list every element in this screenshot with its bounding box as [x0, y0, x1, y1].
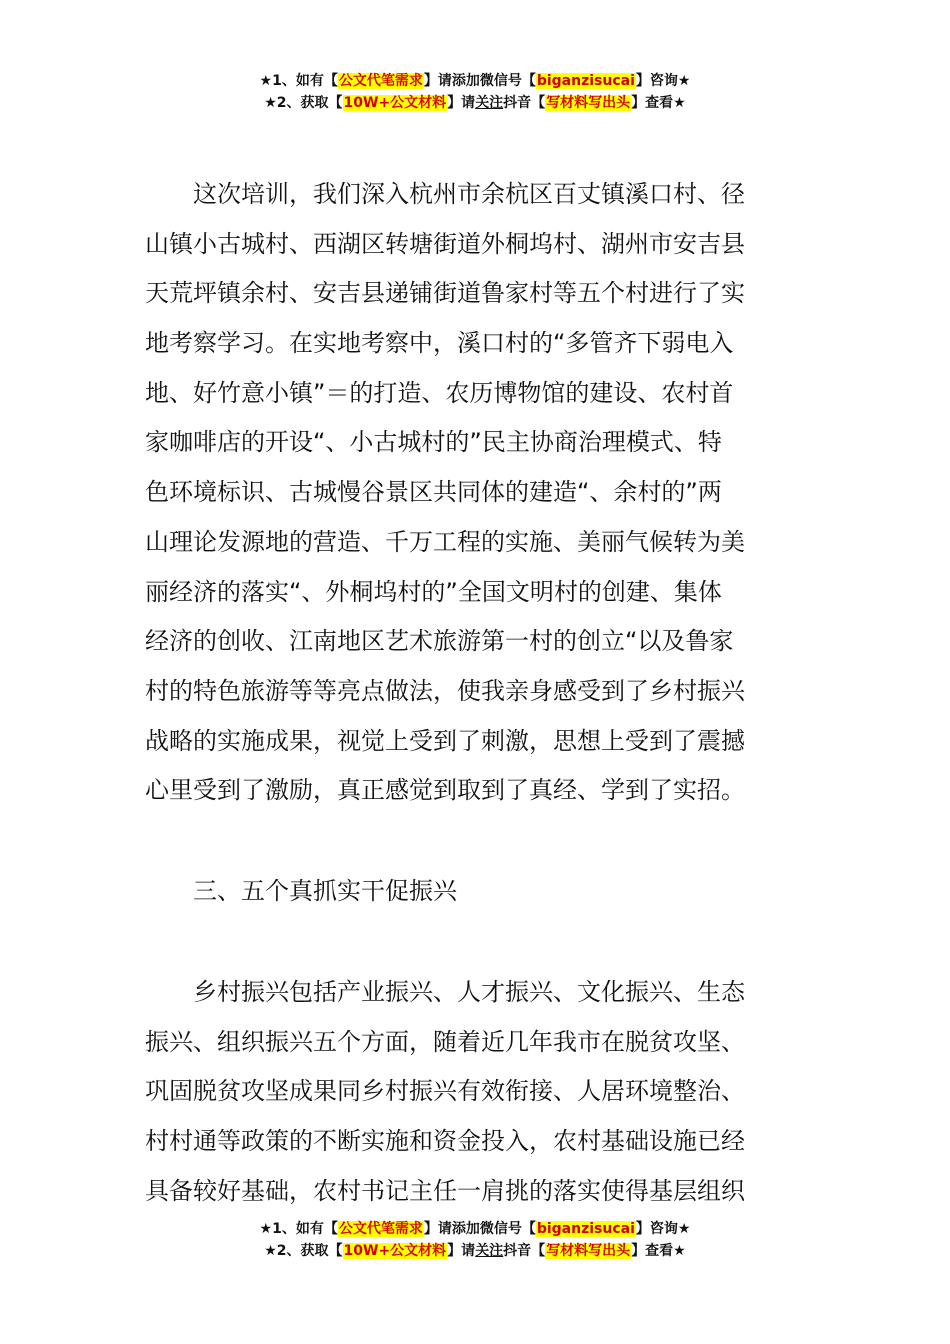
section-heading — [145, 867, 807, 917]
promo-text: 】查看★ — [631, 95, 686, 111]
promo-line-2 — [0, 92, 950, 114]
text-line: 地考察学习。在实地考察中，溪口村的“多管齐下弱电入 — [145, 329, 734, 358]
text-line: 乡村振兴包括产业振兴、人才振兴、文化振兴、生态 — [145, 978, 745, 1006]
promo-wechat-id: biganzisucai — [536, 1221, 635, 1237]
text-line: 这次培训，我们深入杭州市余杭区百丈镇溪口村、径 — [145, 180, 745, 208]
text-line: 村的特色旅游等等亮点做法，使我亲身感受到了乡村振兴 — [145, 676, 745, 705]
promo-douyin-id: 写材料写出头 — [546, 95, 631, 111]
text-line: 色环境标识、古城慢谷景区共同体的建造“、余村的”两 — [145, 478, 722, 507]
promo-text: ★1、如有【 — [259, 1221, 338, 1237]
promo-line-1 — [0, 70, 950, 92]
promo-highlight: 公文代笔需求 — [338, 1221, 423, 1237]
promo-emphasis: 添加 — [451, 73, 480, 89]
promo-emphasis: 关注 — [475, 95, 504, 111]
promo-text: 】请 — [423, 1221, 452, 1237]
text-line: 战略的实施成果，视觉上受到了刺激，思想上受到了震撼 — [145, 726, 745, 755]
promo-text: 】请 — [447, 1243, 476, 1259]
header-promo-banner — [0, 70, 950, 114]
promo-highlight: 10W+公文材料 — [343, 95, 447, 111]
text-line: 丽经济的落实“、外桐坞村的”全国文明村的创建、集体 — [145, 577, 722, 606]
footer-promo-banner — [0, 1218, 950, 1262]
promo-text: 】查看★ — [631, 1243, 686, 1259]
promo-text: ★2、获取【 — [264, 95, 343, 111]
promo-line-1 — [0, 1218, 950, 1240]
promo-text: 】请 — [447, 95, 476, 111]
promo-text: 】请 — [423, 73, 452, 89]
text-line: 经济的创收、江南地区艺术旅游第一村的创立“以及鲁家 — [145, 627, 734, 656]
promo-highlight: 10W+公文材料 — [343, 1243, 447, 1259]
promo-text: ★1、如有【 — [259, 73, 338, 89]
text-line: 家咖啡店的开设“、小古城村的”民主协商治理模式、特 — [145, 428, 722, 457]
text-line: 具备较好基础，农村书记主任一肩挑的落实使得基层组织 — [145, 1176, 745, 1205]
promo-text: 】咨询★ — [635, 73, 691, 89]
promo-text: 微信号【 — [479, 1221, 536, 1237]
promo-douyin-id: 写材料写出头 — [546, 1243, 631, 1259]
text-line: 巩固脱贫攻坚成果同乡村振兴有效衔接、人居环境整治、 — [145, 1077, 745, 1106]
text-line: 振兴、组织振兴五个方面，随着近几年我市在脱贫攻坚、 — [145, 1027, 745, 1056]
heading-text: 三、五个真抓实干促振兴 — [145, 877, 457, 905]
text-line: 天荒坪镇余村、安吉县递铺街道鲁家村等五个村进行了实 — [145, 279, 745, 308]
promo-emphasis: 添加 — [451, 1221, 480, 1237]
promo-highlight: 公文代笔需求 — [338, 73, 423, 89]
promo-wechat-id: biganzisucai — [536, 73, 635, 89]
text-line: 山理论发源地的营造、千万工程的实施、美丽气候转为美 — [145, 527, 745, 556]
promo-emphasis: 关注 — [475, 1243, 504, 1259]
text-line: 村村通等政策的不断实施和资金投入，农村基础设施已经 — [145, 1127, 745, 1156]
promo-line-2 — [0, 1240, 950, 1262]
promo-text: 】咨询★ — [635, 1221, 691, 1237]
text-line: 地、好竹意小镇”＝的打造、农历博物馆的建设、农村首 — [145, 378, 734, 407]
promo-text: 抖音【 — [503, 1243, 546, 1259]
promo-text: 抖音【 — [503, 95, 546, 111]
text-line: 山镇小古城村、西湖区转塘街道外桐坞村、湖州市安吉县 — [145, 229, 745, 258]
promo-text: ★2、获取【 — [264, 1243, 343, 1259]
body-paragraph-1 — [145, 170, 807, 816]
promo-text: 微信号【 — [479, 73, 536, 89]
text-line: 心里受到了激励，真正感觉到取到了真经、学到了实招。 — [145, 776, 745, 805]
body-paragraph-2 — [145, 968, 807, 1216]
